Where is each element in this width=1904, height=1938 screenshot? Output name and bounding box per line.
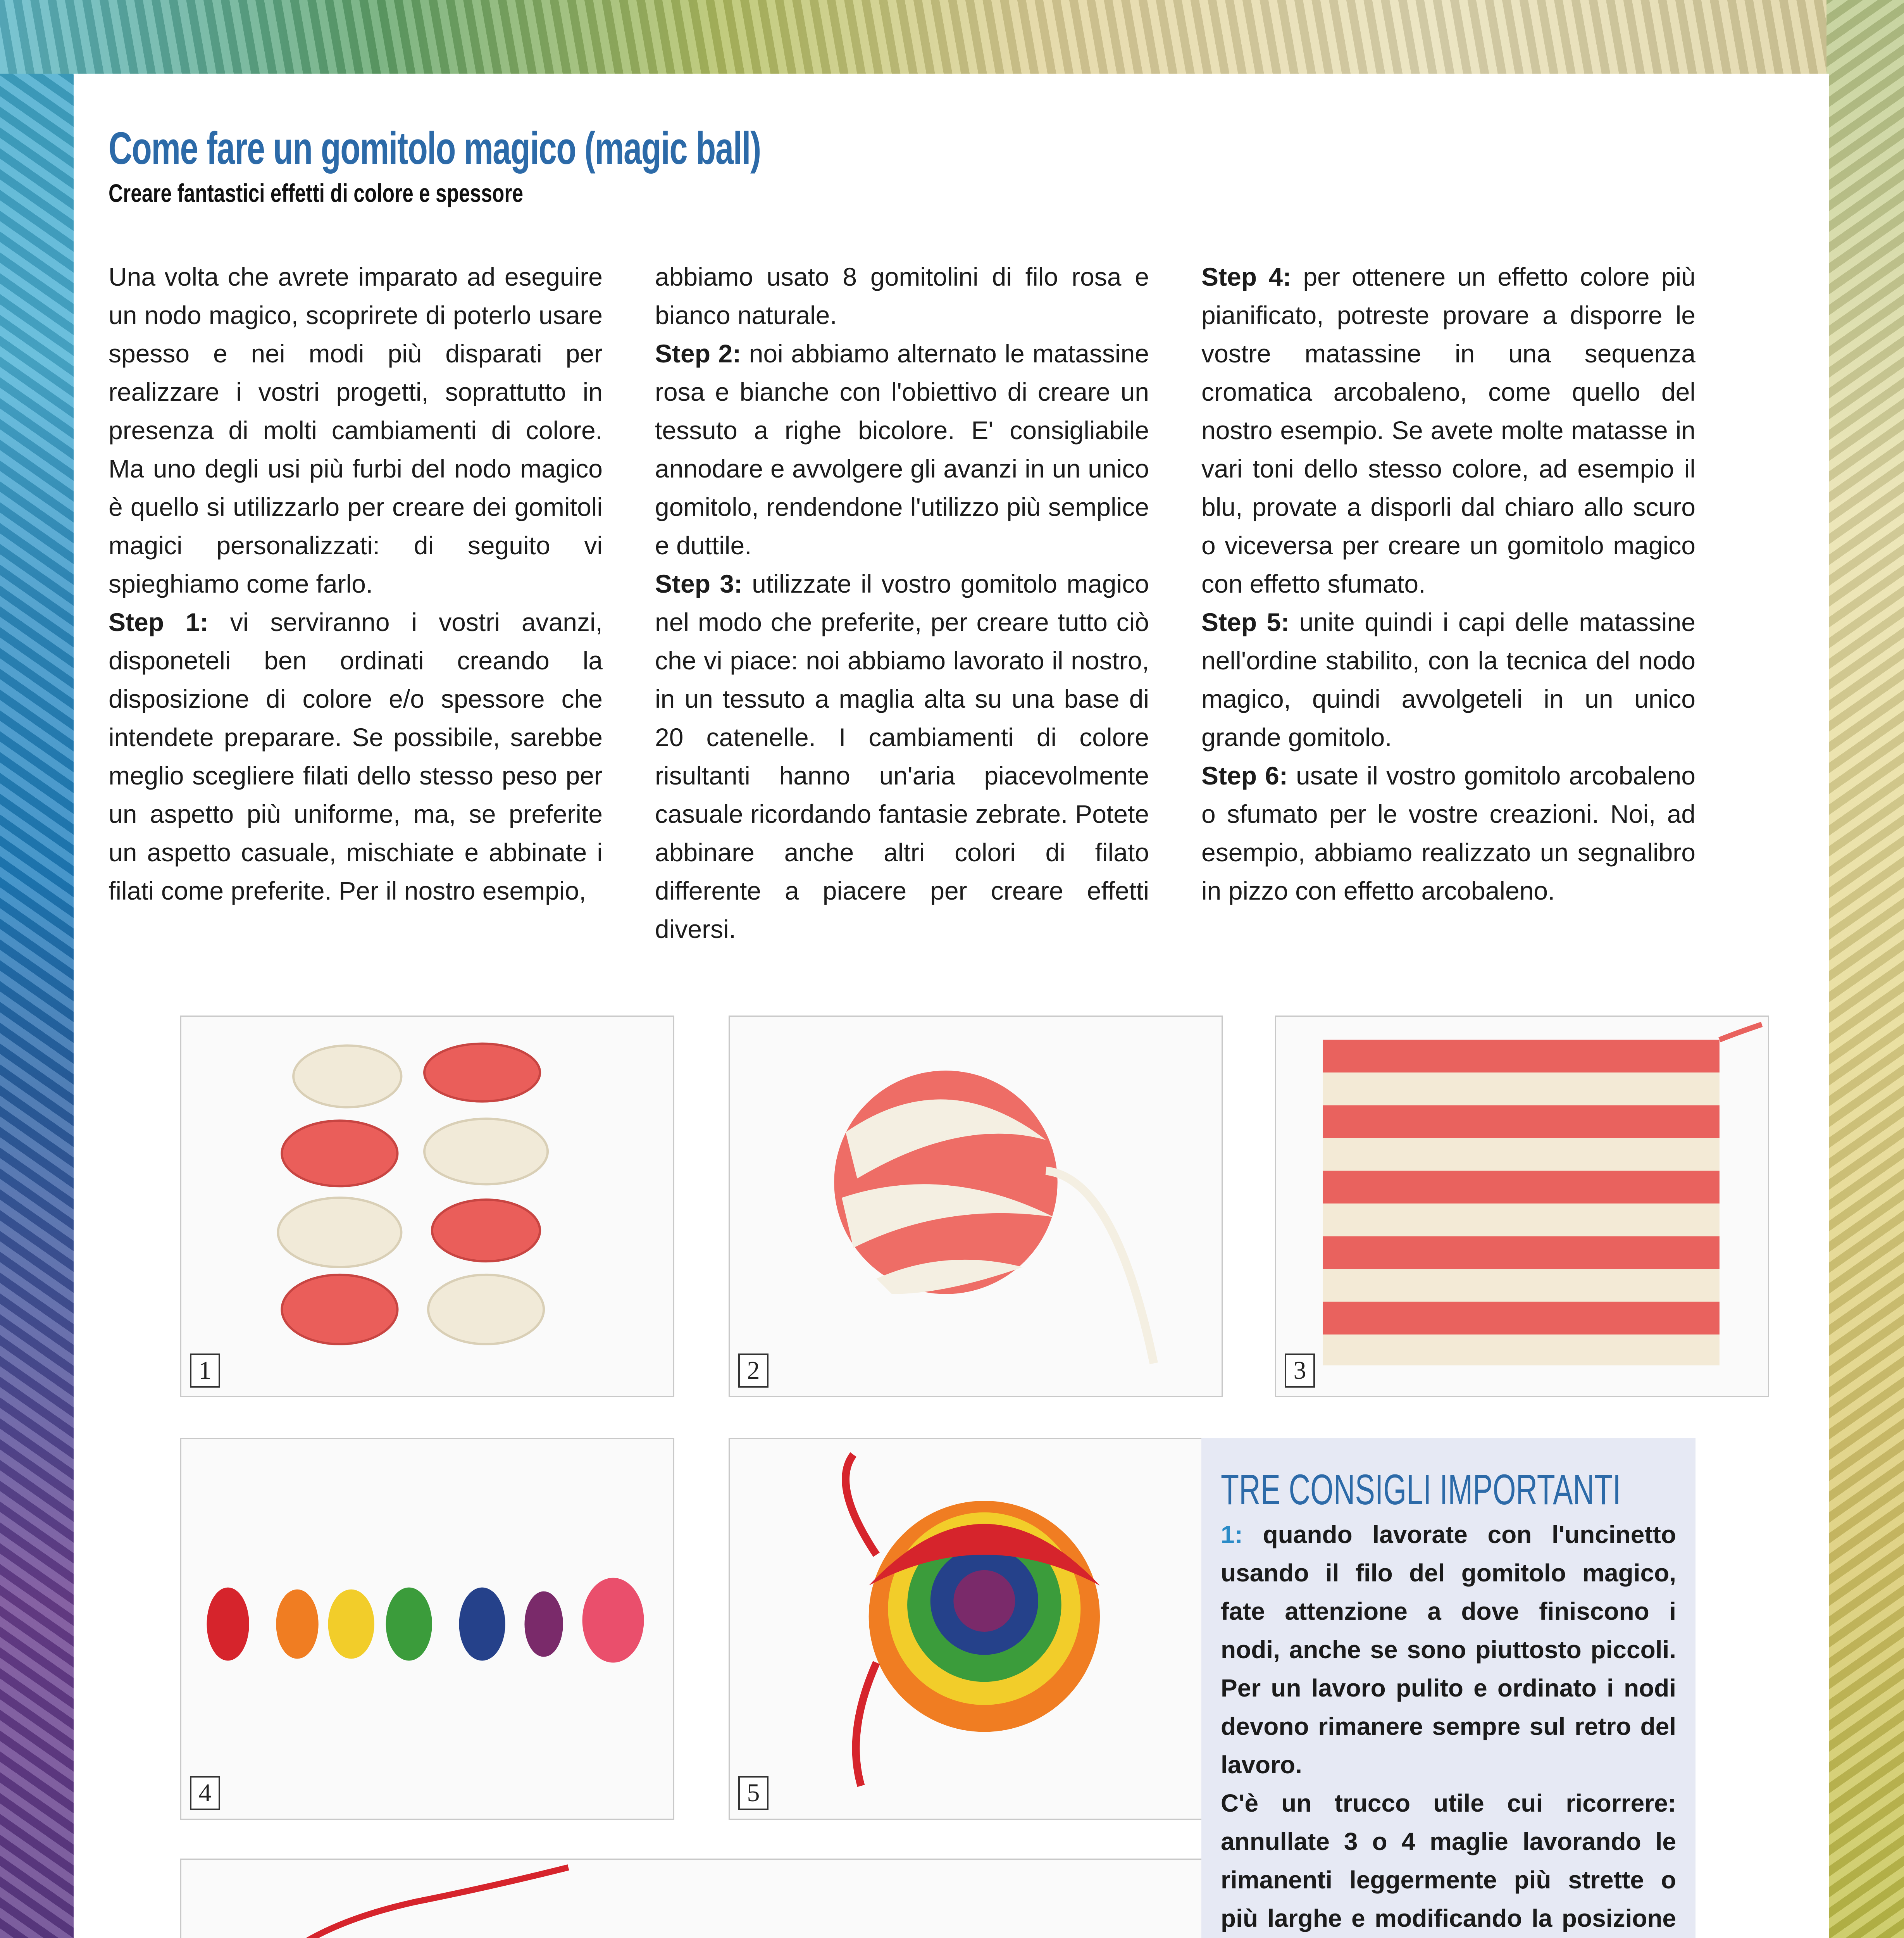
yarn-ball-illustration	[730, 1017, 1222, 1396]
step-3-text: utilizzate il vostro gomitolo magico nel modo che preferite, per creare tutto ciò che vi piace: noi abbiamo lavorato il nostro, in un tessuto a maglia alta su una base di 20 catenelle. I cambiamenti di colore risultanti hanno un'aria piacevolmente casuale ricordando fantasie zebrate. Potete abbinare anche altri colori di filato differente a piacere per creare effetti diversi.	[655, 569, 1149, 943]
intro-paragraph	[109, 258, 603, 603]
step-1-continued-text: abbiamo usato 8 gomitolini di filo rosa e bianco naturale.	[655, 262, 1149, 329]
step-4-label: Step 4:	[1201, 262, 1292, 291]
step-4-paragraph	[1201, 258, 1696, 603]
intro-text: Una volta che avrete imparato ad eseguire un nodo magico, scoprirete di poterlo usare spesso e nei modi più disparati per realizzare i vostri progetti, soprattutto in presenza di molti cambiamenti di colore. Ma uno degli usi più furbi del nodo magico è quello si utilizzarlo per creare dei gomitoli magici personalizzati: di seguito vi spieghiamo come farlo.	[109, 262, 603, 598]
rainbow-bookmark-illustration	[181, 1860, 1222, 1938]
step-1-continued	[655, 258, 1149, 334]
tip-1	[1221, 1516, 1676, 1784]
yarn-skeins-illustration	[181, 1017, 673, 1396]
photo-badge: 4	[190, 1776, 220, 1810]
photo-rainbow-bookmark	[180, 1859, 1223, 1938]
photo-rainbow-ball	[729, 1438, 1223, 1820]
tip-1-extra: C'è un trucco utile cui ricorrere: annullate 3 o 4 maglie lavorando le rimanenti leggermente più strette o più larghe e modificando la posizione	[1221, 1789, 1676, 1932]
step-2-label: Step 2:	[655, 339, 741, 368]
photo-badge: 5	[738, 1776, 768, 1810]
photo-badge: 2	[738, 1353, 768, 1388]
photo-badge: 3	[1285, 1353, 1315, 1388]
photo-yarn-skeins	[180, 1016, 674, 1397]
tip-1-text: quando lavorate con l'uncinetto usando il filo del gomitolo magico, fate attenzione a dove finiscono i nodi, anche se sono piuttosto piccoli. Per un lavoro pulito e ordinato i nodi devono rimanere sempre sul retro del lavoro.	[1221, 1521, 1676, 1779]
photo-rainbow-skeins	[180, 1438, 674, 1820]
step-1-paragraph	[109, 603, 603, 910]
step-3-paragraph	[655, 565, 1149, 948]
step-6-paragraph	[1201, 757, 1696, 910]
step-5-text: unite quindi i capi delle matassine nell'ordine stabilito, con la tecnica del nodo magico, quindi avvolgeteli in un unico grande gomitolo.	[1201, 608, 1696, 752]
step-2-paragraph	[655, 334, 1149, 565]
step-2-text: noi abbiamo alternato le matassine rosa e bianche con l'obiettivo di creare un tessuto a righe bicolore. E' consigliabile annodare e avvolgere gli avanzi in un unico gomitolo, rendendone l'utilizzo più semplice e duttile.	[655, 339, 1149, 560]
step-6-text: usate il vostro gomitolo arcobaleno o sfumato per le vostre creazioni. Noi, ad esempio, abbiamo realizzato un segnalibro in pizzo con effetto arcobaleno.	[1201, 761, 1696, 905]
tips-title: TRE CONSIGLI IMPORTANTI	[1221, 1466, 1621, 1514]
step-5-label: Step 5:	[1201, 608, 1290, 636]
step-1-label: Step 1:	[109, 608, 208, 636]
step-5-paragraph	[1201, 603, 1696, 757]
step-4-text: per ottenere un effetto colore più pianificato, potreste provare a disporre le vostre matassine in una sequenza cromatica arcobaleno, come quello del nostro esempio. Se avete molte matasse in vari toni dello stesso colore, ad esempio il blu, provate a disporli dal chiaro allo scuro o viceversa per creare un gomitolo magico con effetto sfumato.	[1201, 262, 1696, 598]
step-3-label: Step 3:	[655, 569, 743, 598]
step-1-text: vi serviranno i vostri avanzi, disponeteli ben ordinati creando la disposizione di colore e/o spessore che intendete preparare. Se possibile, sarebbe meglio scegliere filati dello stesso peso per un aspetto più uniforme, ma, se preferite un aspetto casuale, mischiate e abbinate i filati come preferite. Per il nostro esempio,	[109, 608, 603, 905]
photo-pink-white-ball	[729, 1016, 1223, 1397]
page-subtitle: Creare fantastici effetti di colore e spessore	[109, 179, 524, 207]
page-title: Come fare un gomitolo magico (magic ball)	[109, 123, 761, 174]
rainbow-skeins-illustration	[181, 1439, 673, 1819]
photo-striped-swatch	[1275, 1016, 1769, 1397]
crochet-border-right	[1826, 0, 1904, 1938]
rainbow-ball-illustration	[730, 1439, 1222, 1819]
step-6-label: Step 6:	[1201, 761, 1288, 790]
striped-swatch-illustration	[1276, 1017, 1768, 1396]
text-column-3	[1201, 258, 1696, 910]
tip-1-number: 1:	[1221, 1521, 1243, 1548]
text-column-1	[109, 258, 603, 910]
text-column-2	[655, 258, 1149, 948]
tips-box	[1201, 1438, 1696, 1938]
crochet-border-top	[0, 0, 1904, 74]
photo-badge: 1	[190, 1353, 220, 1388]
